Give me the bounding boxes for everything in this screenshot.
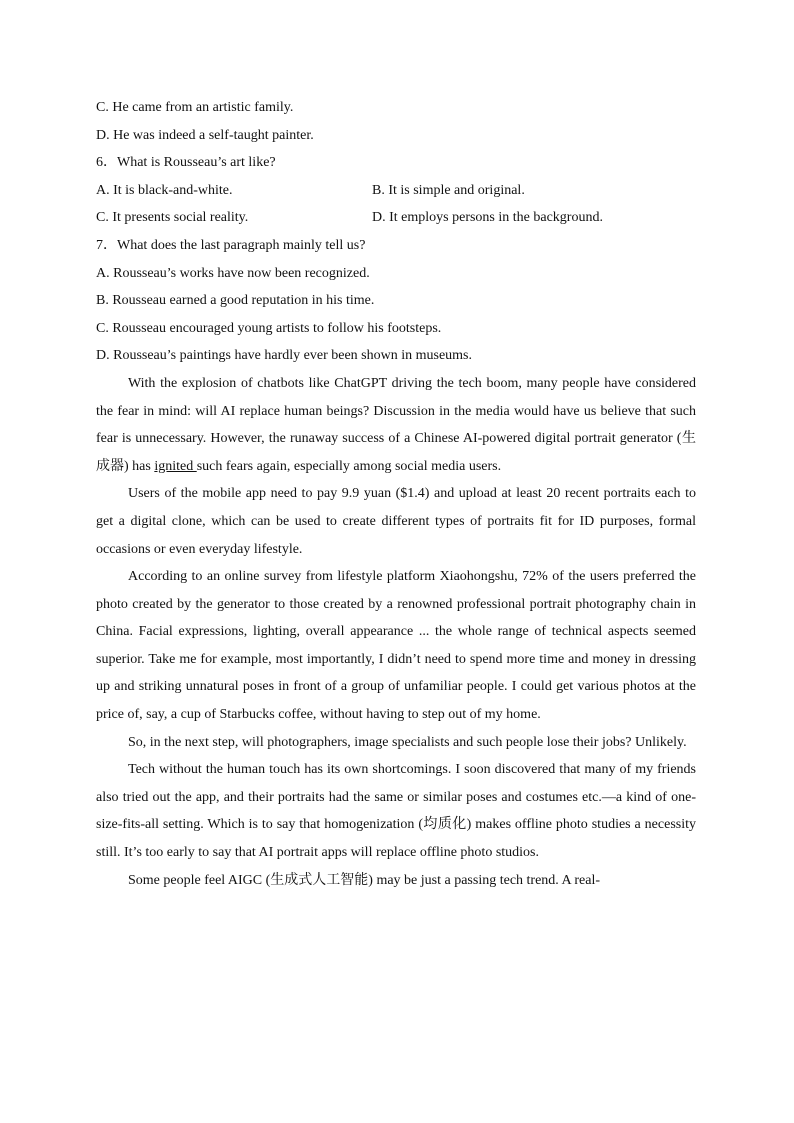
q7-question: 7．What does the last paragraph mainly tell us? <box>96 237 366 253</box>
q5-option-c: C. He came from an artistic family. <box>96 100 294 115</box>
p1-text-before: With the explosion of chatbots like ChatGPT driving the tech boom, many people have considered the fear in mind: will AI replace human beings? Discussion in the media would have us believe that such fear is unnecessary. However, the runaway success of a Chinese AI-powered digital portrait generator (生成器) has <box>96 375 696 474</box>
q7-option-c: C. Rousseau encouraged young artists to follow his footsteps. <box>96 320 442 336</box>
q7-option-d: D. Rousseau’s paintings have hardly ever been shown in museums. <box>96 348 472 364</box>
q6-question: 6．What is Rousseau’s art like? <box>96 155 276 171</box>
q6-option-d: D. It employs persons in the background. <box>372 210 603 226</box>
q6-options-row-2 <box>96 204 696 232</box>
p1-text-after: such fears again, especially among social media users. <box>196 458 502 474</box>
passage-paragraph-6: Some people feel AIGC (生成式人工智能) may be just a passing tech trend. A real- <box>128 872 601 888</box>
passage-paragraph-1 <box>96 370 696 480</box>
q6-option-b: B. It is simple and original. <box>372 182 525 198</box>
passage-paragraph-2: Users of the mobile app need to pay 9.9 yuan ($1.4) and upload at least 20 recent portraits each to get a digital clone, which can be used to create different types of portraits fit for ID purposes, formal occasions or even everyday lifestyle. <box>96 486 696 557</box>
q5-option-d: D. He was indeed a self-taught painter. <box>96 127 314 143</box>
q6-option-c: C. It presents social reality. <box>96 210 249 226</box>
passage-paragraph-4: So, in the next step, will photographers, image specialists and such people lose their jobs? Unlikely. <box>128 734 687 750</box>
q6-option-a: A. It is black-and-white. <box>96 182 233 198</box>
document-page <box>96 94 696 894</box>
passage-paragraph-3: According to an online survey from lifestyle platform Xiaohongshu, 72% of the users preferred the photo created by the generator to those created by a renowned professional portrait photography chain in China. Facial expressions, lighting, overall appearance ... the whole range of technical aspects seemed superior. Take me for example, most importantly, I didn’t need to spend more time and money in dressing up and striking unnatural poses in front of a group of unfamiliar people. I could get various photos at the price of, say, a cup of Starbucks coffee, without having to step out of my home. <box>96 569 696 723</box>
passage-paragraph-5: Tech without the human touch has its own shortcomings. I soon discovered that many of my friends also tried out the app, and their portraits had the same or similar poses and costumes etc.—a kind of one-size-fits-all setting. Which is to say that homogenization (均质化) makes offline photo studies a necessity still. It’s too early to say that AI portrait apps will replace offline photo studios. <box>96 762 696 861</box>
underlined-word: ignited <box>154 458 197 474</box>
q7-option-a: A. Rousseau’s works have now been recognized. <box>96 265 370 281</box>
q6-options-row-1 <box>96 177 696 205</box>
q7-option-b: B. Rousseau earned a good reputation in his time. <box>96 293 375 309</box>
